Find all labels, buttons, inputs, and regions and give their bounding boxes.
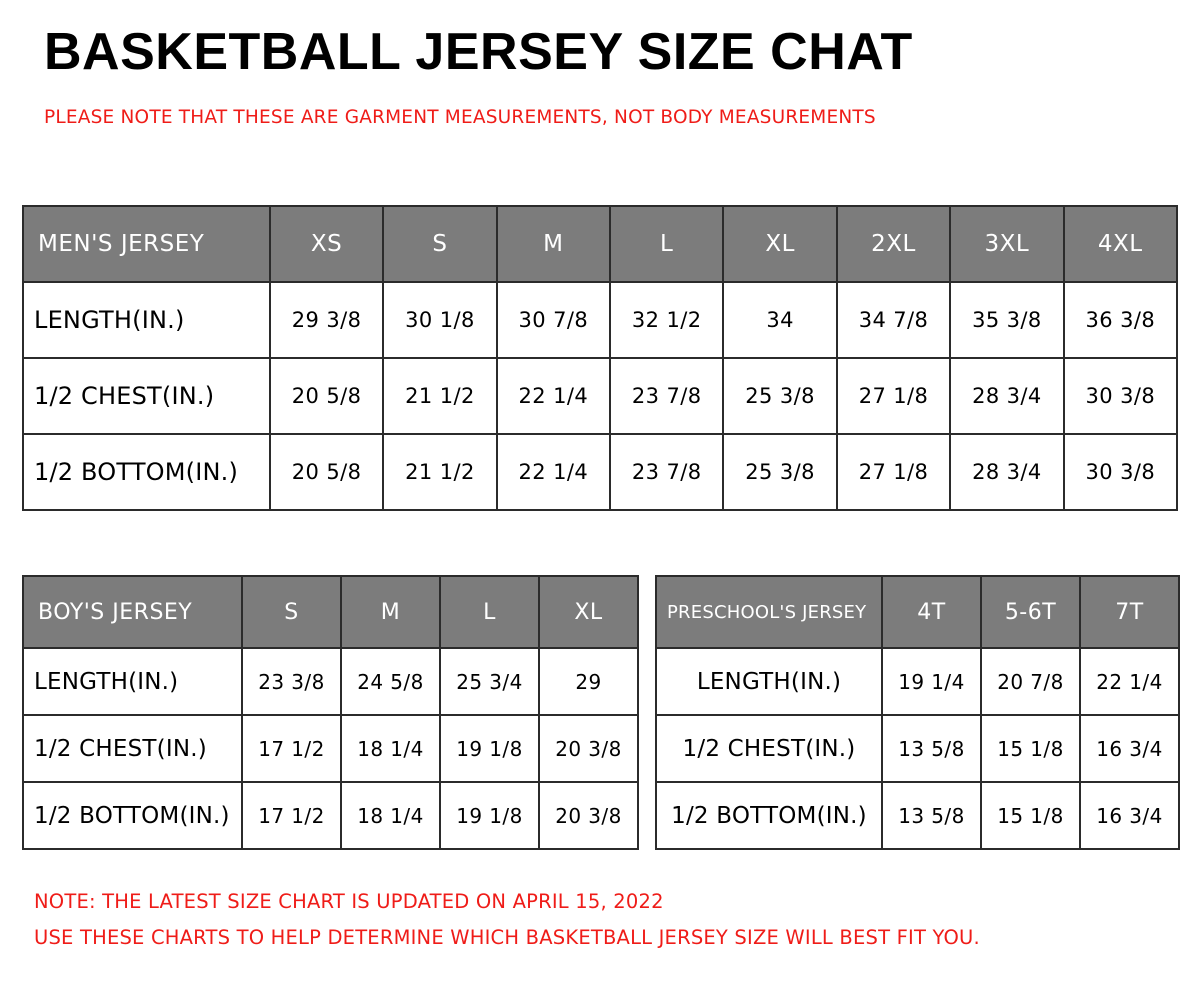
measurement-value: 27 1/8 (837, 434, 950, 510)
mens-size-header: L (610, 206, 723, 282)
measurement-value: 22 1/4 (1080, 648, 1179, 715)
measurement-value: 25 3/8 (723, 434, 836, 510)
preschool-size-header: 5-6T (981, 576, 1080, 648)
preschool-table-body (656, 648, 1179, 849)
measurement-value: 34 7/8 (837, 282, 950, 358)
table-row (23, 715, 638, 782)
measurement-value: 18 1/4 (341, 715, 440, 782)
preschool-table-header (656, 576, 1179, 648)
measurement-value: 29 (539, 648, 638, 715)
table-header-row (656, 576, 1179, 648)
measurement-value: 30 3/8 (1064, 358, 1177, 434)
mens-table-body (23, 282, 1177, 510)
boys-table-body (23, 648, 638, 849)
measurement-label: 1/2 BOTTOM(IN.) (656, 782, 882, 849)
table-row (656, 715, 1179, 782)
measurement-value: 36 3/8 (1064, 282, 1177, 358)
footnote-update-date: NOTE: THE LATEST SIZE CHART IS UPDATED ON APRIL 15, 2022 (34, 890, 664, 913)
measurement-value: 17 1/2 (242, 782, 341, 849)
footnote-usage-hint: USE THESE CHARTS TO HELP DETERMINE WHICH BASKETBALL JERSEY SIZE WILL BEST FIT YOU. (34, 926, 980, 949)
mens-size-header: XL (723, 206, 836, 282)
table-header-row (23, 206, 1177, 282)
table-row (23, 434, 1177, 510)
measurement-value: 20 3/8 (539, 715, 638, 782)
measurement-value: 20 7/8 (981, 648, 1080, 715)
measurement-label: 1/2 BOTTOM(IN.) (23, 782, 242, 849)
measurement-value: 22 1/4 (497, 358, 610, 434)
measurement-value: 28 3/4 (950, 434, 1063, 510)
preschool-size-header: 7T (1080, 576, 1179, 648)
measurement-value: 20 5/8 (270, 434, 383, 510)
table-row (656, 648, 1179, 715)
measurement-value: 34 (723, 282, 836, 358)
measurement-label: 1/2 CHEST(IN.) (656, 715, 882, 782)
mens-jersey-table-container (22, 205, 1178, 511)
boys-table-title: BOY'S JERSEY (23, 576, 242, 648)
measurement-value: 18 1/4 (341, 782, 440, 849)
boys-jersey-table (22, 575, 639, 850)
measurement-value: 22 1/4 (497, 434, 610, 510)
measurement-label: LENGTH(IN.) (656, 648, 882, 715)
measurement-value: 19 1/8 (440, 715, 539, 782)
measurement-value: 21 1/2 (383, 358, 496, 434)
measurement-value: 21 1/2 (383, 434, 496, 510)
measurement-value: 13 5/8 (882, 782, 981, 849)
measurement-label: 1/2 CHEST(IN.) (23, 715, 242, 782)
measurement-value: 23 7/8 (610, 358, 723, 434)
measurement-value: 20 5/8 (270, 358, 383, 434)
measurement-value: 25 3/4 (440, 648, 539, 715)
measurement-value: 30 7/8 (497, 282, 610, 358)
measurement-label: 1/2 BOTTOM(IN.) (23, 434, 270, 510)
mens-table-title: MEN'S JERSEY (23, 206, 270, 282)
preschool-table-title: PRESCHOOL'S JERSEY (656, 576, 882, 648)
boys-size-header: XL (539, 576, 638, 648)
mens-jersey-table (22, 205, 1178, 511)
measurement-value: 17 1/2 (242, 715, 341, 782)
mens-size-header: XS (270, 206, 383, 282)
mens-size-header: 3XL (950, 206, 1063, 282)
boys-size-header: L (440, 576, 539, 648)
measurement-value: 35 3/8 (950, 282, 1063, 358)
table-row (23, 358, 1177, 434)
boys-table-header (23, 576, 638, 648)
mens-size-header: 4XL (1064, 206, 1177, 282)
table-row (23, 648, 638, 715)
measurement-value: 23 7/8 (610, 434, 723, 510)
measurement-label: 1/2 CHEST(IN.) (23, 358, 270, 434)
garment-measurement-note: PLEASE NOTE THAT THESE ARE GARMENT MEASUREMENTS, NOT BODY MEASUREMENTS (44, 107, 876, 128)
measurement-value: 28 3/4 (950, 358, 1063, 434)
measurement-value: 24 5/8 (341, 648, 440, 715)
measurement-value: 19 1/8 (440, 782, 539, 849)
preschool-size-header: 4T (882, 576, 981, 648)
measurement-value: 19 1/4 (882, 648, 981, 715)
mens-size-header: 2XL (837, 206, 950, 282)
measurement-label: LENGTH(IN.) (23, 648, 242, 715)
measurement-value: 32 1/2 (610, 282, 723, 358)
measurement-value: 16 3/4 (1080, 782, 1179, 849)
measurement-value: 15 1/8 (981, 782, 1080, 849)
measurement-label: LENGTH(IN.) (23, 282, 270, 358)
boys-size-header: S (242, 576, 341, 648)
measurement-value: 16 3/4 (1080, 715, 1179, 782)
boys-size-header: M (341, 576, 440, 648)
mens-table-header (23, 206, 1177, 282)
table-header-row (23, 576, 638, 648)
measurement-value: 15 1/8 (981, 715, 1080, 782)
mens-size-header: M (497, 206, 610, 282)
measurement-value: 30 3/8 (1064, 434, 1177, 510)
table-row (23, 282, 1177, 358)
footnotes (34, 884, 980, 956)
page-title: BASKETBALL JERSEY SIZE CHAT (44, 23, 913, 81)
measurement-value: 20 3/8 (539, 782, 638, 849)
measurement-value: 23 3/8 (242, 648, 341, 715)
measurement-value: 27 1/8 (837, 358, 950, 434)
mens-size-header: S (383, 206, 496, 282)
table-row (23, 782, 638, 849)
measurement-value: 29 3/8 (270, 282, 383, 358)
preschool-jersey-table (655, 575, 1180, 850)
measurement-value: 25 3/8 (723, 358, 836, 434)
measurement-value: 30 1/8 (383, 282, 496, 358)
boys-jersey-table-container (22, 575, 639, 850)
table-row (656, 782, 1179, 849)
measurement-value: 13 5/8 (882, 715, 981, 782)
preschool-jersey-table-container (655, 575, 1180, 850)
